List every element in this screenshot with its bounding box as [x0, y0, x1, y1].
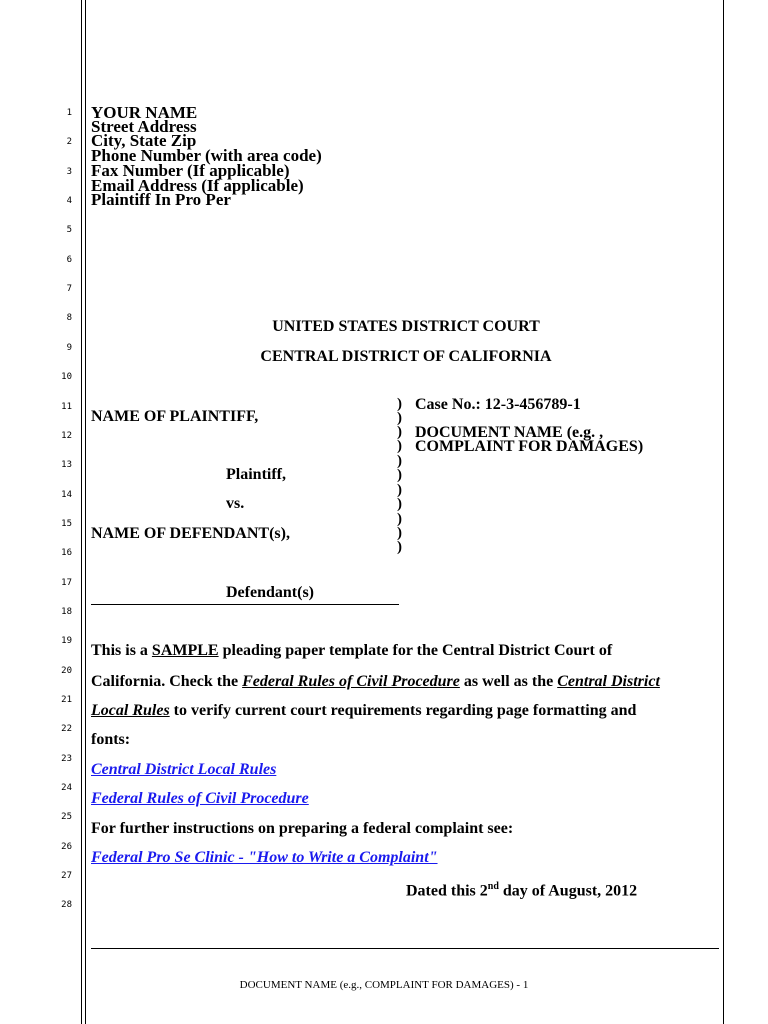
body-paragraph-line3: [91, 702, 636, 720]
vs-label: vs.: [226, 495, 245, 512]
document-name-line1: DOCUMENT NAME (e.g. ,: [415, 424, 604, 441]
link-central-district-local-rules-row: [91, 761, 276, 779]
court-title-line1: UNITED STATES DISTRICT COURT: [272, 318, 540, 335]
line-number: 18: [61, 606, 72, 617]
caption-paren: ): [397, 467, 402, 483]
ordinal-suffix: nd: [487, 881, 499, 892]
line-number: 17: [61, 577, 72, 588]
body-paragraph-line4: fonts:: [91, 731, 131, 748]
line-number: 1: [66, 108, 72, 118]
document-name-line2: COMPLAINT FOR DAMAGES): [415, 438, 644, 455]
dated-line: [406, 881, 637, 900]
line-number: 3: [66, 166, 72, 177]
line-number: 23: [61, 753, 72, 764]
line-number: 20: [61, 665, 72, 676]
dated-text: Dated this 2: [406, 882, 488, 900]
header-email: Email Address (If applicable): [91, 176, 304, 195]
link-frcp-row: [91, 790, 309, 808]
caption-paren: ): [397, 410, 402, 426]
frcp-reference: Federal Rules of Civil Procedure: [242, 673, 460, 690]
central-district-local-rules-link[interactable]: Central District Local Rules: [91, 761, 277, 778]
defendant-label: Defendant(s): [226, 584, 314, 601]
caption-paren: ): [397, 396, 402, 412]
pro-se-clinic-link[interactable]: Federal Pro Se Clinic - "How to Write a Complaint": [91, 849, 438, 866]
line-number: 21: [61, 695, 72, 705]
line-number: 5: [66, 225, 72, 236]
body-text: as well as the: [459, 673, 558, 690]
line-number: 9: [66, 342, 72, 353]
sample-word: SAMPLE: [151, 642, 219, 659]
defendant-name: NAME OF DEFENDANT(s),: [91, 525, 290, 542]
case-number: Case No.: 12-3-456789-1: [415, 396, 581, 413]
instructions-text: For further instructions on preparing a federal complaint see:: [91, 820, 514, 837]
link-pro-se-row: [91, 849, 438, 867]
header-phone: Phone Number (with area code): [91, 146, 322, 165]
caption-paren: ): [397, 539, 402, 555]
line-number: 25: [61, 812, 72, 823]
line-number: 22: [61, 724, 72, 735]
line-number: 28: [61, 900, 72, 911]
caption-paren: ): [397, 511, 402, 527]
line-number: 26: [61, 841, 72, 852]
caption-underline: [91, 604, 399, 605]
body-text: pleading paper template for the Central District Court of: [218, 642, 613, 659]
line-number: 7: [66, 284, 72, 295]
local-rules-reference: Local Rules: [91, 702, 170, 719]
body-text: California. Check the: [91, 673, 243, 690]
right-margin-rule: [723, 0, 724, 1024]
caption-paren: ): [397, 496, 402, 512]
left-margin-rule-outer: [81, 0, 82, 1024]
line-number: 12: [61, 430, 72, 441]
header-fax: Fax Number (If applicable): [91, 161, 290, 180]
footer-rule: [91, 948, 719, 949]
line-number: 27: [61, 871, 72, 882]
body-paragraph-line2: [91, 673, 660, 691]
plaintiff-label: Plaintiff,: [226, 466, 286, 483]
line-number: 14: [61, 489, 72, 500]
caption-paren: ): [397, 525, 402, 541]
line-number: 6: [66, 254, 72, 265]
line-number: 24: [61, 783, 72, 794]
central-district-reference: Central District: [557, 673, 660, 690]
caption-paren: ): [397, 482, 402, 498]
body-text: This is a: [91, 642, 152, 659]
dated-text: day of August, 2012: [498, 882, 638, 900]
left-margin-rule-inner: [85, 0, 86, 1024]
header-role: Plaintiff In Pro Per: [91, 190, 231, 209]
line-number: 19: [61, 636, 72, 647]
plaintiff-name: NAME OF PLAINTIFF,: [91, 408, 259, 425]
body-text: to verify current court requirements regarding page formatting and: [169, 702, 637, 719]
line-number: 8: [66, 313, 72, 324]
line-number: 13: [61, 460, 72, 471]
header-city: City, State Zip: [91, 131, 197, 150]
header-street: Street Address: [91, 117, 197, 136]
body-paragraph-line1: [91, 642, 612, 660]
header-name: YOUR NAME: [91, 103, 198, 122]
line-number: 16: [61, 548, 72, 559]
line-number: 10: [61, 372, 72, 383]
page-footer: DOCUMENT NAME (e.g., COMPLAINT FOR DAMAGES) - 1: [239, 979, 529, 991]
court-title-line2: CENTRAL DISTRICT OF CALIFORNIA: [260, 348, 552, 365]
line-number: 2: [66, 137, 72, 148]
federal-rules-civil-procedure-link[interactable]: Federal Rules of Civil Procedure: [91, 790, 309, 807]
line-number: 15: [61, 518, 72, 529]
caption-paren: ): [397, 424, 402, 440]
line-number: 11: [61, 401, 72, 412]
caption-paren: ): [397, 438, 402, 454]
line-number: 4: [66, 196, 72, 207]
caption-paren: ): [397, 453, 402, 469]
